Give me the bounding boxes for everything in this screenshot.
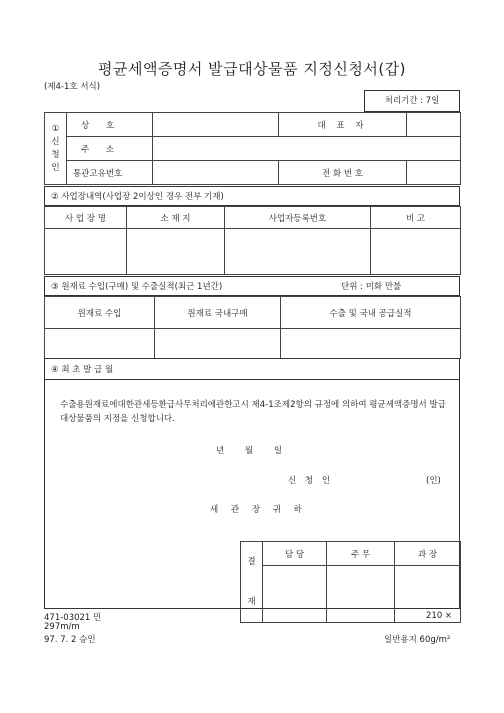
col-remarks: 비 고 [371,207,461,229]
approval-staff-cell[interactable] [263,566,327,623]
approval-col-director: 과 장 [395,542,461,566]
form-title: 평균세액증명서 발급대상물품 지정신청서(갑) [97,60,407,78]
export-supply-cell[interactable] [281,329,461,359]
section3-unit: 단위 : 미화 만불 [341,282,402,292]
company-name-label: 상 호 [81,120,122,131]
approval-side-label: 결 재 [241,542,263,623]
workplace-name-cell[interactable] [45,229,127,275]
section4-heading: ④ 최 초 발 급 월 [45,358,459,380]
customs-code-field[interactable] [153,161,279,185]
performance-table [44,296,461,359]
section3-heading-row [45,276,459,296]
applicant-table [44,112,461,185]
address-field[interactable] [153,137,461,161]
company-name-field[interactable] [153,113,279,137]
col-workplace-name: 사 업 장 명 [45,207,127,229]
col-location: 소 재 지 [127,207,225,229]
footer-left-3: 97. 7. 2 승인 [44,635,96,645]
footer-right-2: 일반용지 60g/m² [384,635,451,645]
form-number: (제4-1호 서식) [44,82,101,92]
section3-heading: ③ 원재료 수입(구매) 및 수출실적(최근 1년간) [51,282,223,292]
section2-heading: ② 사업장내역(사업장 2이상인 경우 전부 기재) [45,186,459,206]
approval-col-chief: 주 무 [327,542,395,566]
phone-field[interactable] [407,161,461,185]
business-reg-no-cell[interactable] [225,229,371,275]
applicant-sign-label: 신 청 인 [288,476,334,486]
footer-left-1: 471-03021 민 [44,613,102,623]
col-raw-import: 원재료 수입 [45,297,155,329]
footer-right-1: 210 × [426,611,453,621]
raw-domestic-cell[interactable] [155,329,281,359]
col-business-reg-no: 사업자등록번호 [225,207,371,229]
applicant-side-label: ① 신 청 인 [45,113,67,185]
workplace-table [44,206,461,275]
address-label: 주 소 [81,144,122,155]
statement-date: 년 월 일 [216,446,283,456]
addressee: 세 관 장 귀 하 [210,505,307,515]
location-cell[interactable] [127,229,225,275]
phone-label: 전 화 번 호 [322,168,363,179]
approval-col-staff: 담 당 [263,542,327,566]
raw-import-cell[interactable] [45,329,155,359]
processing-period: 처리기간 : 7일 [364,90,460,112]
representative-field[interactable] [407,113,461,137]
col-export-supply: 수출 및 국내 공급실적 [281,297,461,329]
customs-code-label: 통관고유번호 [67,161,153,185]
statement-text: 수출용원재료에대한관세등환급사무처리에관한고시 제4-1조제2항의 규정에 의하여 평균세액증명서 발급대상물품의 지정을 신청합니다. [60,400,446,424]
seal-mark: (인) [426,476,441,486]
col-raw-domestic: 원재료 국내구매 [155,297,281,329]
representative-label: 대 표 자 [317,120,368,131]
footer-left-2: 297m/m [44,622,80,632]
remarks-cell[interactable] [371,229,461,275]
approval-chief-cell[interactable] [327,566,395,623]
